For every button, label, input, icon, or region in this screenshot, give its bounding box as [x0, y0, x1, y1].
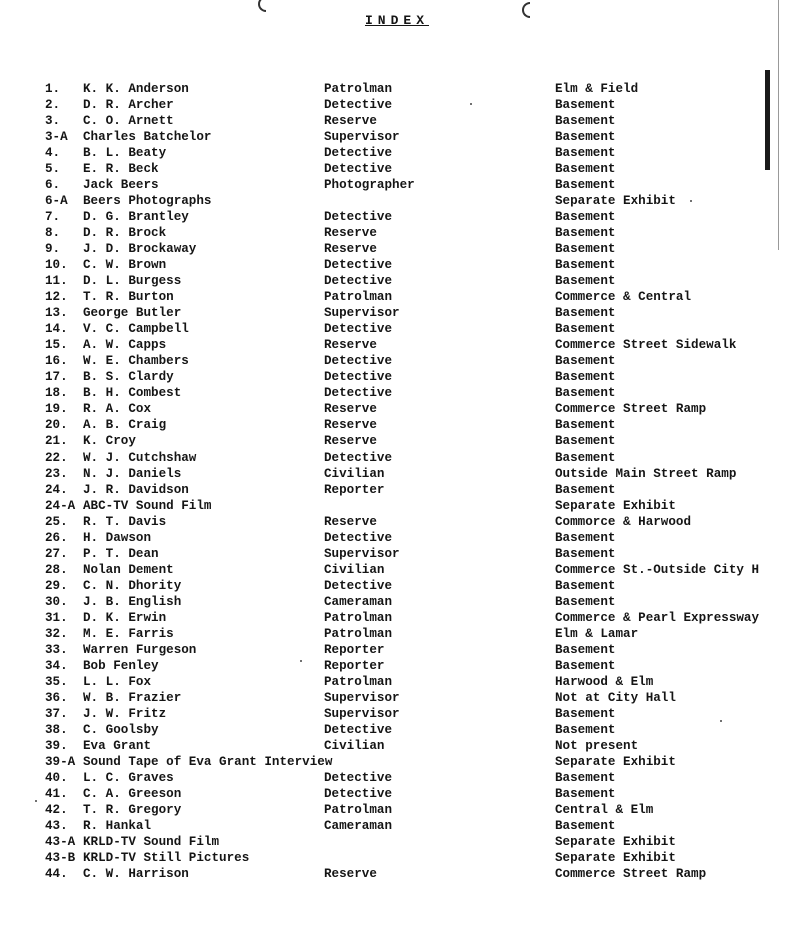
index-row: [0, 257, 794, 273]
entry-number: 10.: [45, 258, 68, 273]
entry-location: Commerce & Central: [555, 290, 692, 305]
entry-location: Basement: [555, 594, 616, 609]
entry-location: Elm & Field: [555, 82, 639, 96]
entry-role: Civilian: [324, 466, 385, 481]
entry-number: 17.: [45, 370, 68, 385]
index-row: [0, 610, 794, 626]
entry-number: 43-B: [45, 851, 76, 865]
entry-location: Basement: [555, 658, 616, 673]
entry-number: 42.: [45, 802, 68, 817]
entry-location: Basement: [555, 434, 616, 449]
index-row: [0, 514, 794, 530]
entry-location: Separate Exhibit: [555, 194, 676, 209]
index-row: [0, 433, 794, 449]
entry-location: Commerce Street Sidewalk: [555, 338, 737, 353]
entry-location: Basement: [555, 322, 616, 337]
entry-location: Basement: [555, 146, 616, 161]
entry-role: Detective: [324, 98, 393, 112]
index-row: [0, 129, 794, 145]
index-row: [0, 722, 794, 738]
entry-number: 41.: [45, 786, 68, 801]
entry-role: Detective: [324, 370, 393, 385]
speck: [470, 103, 472, 105]
entry-location: Basement: [555, 386, 616, 401]
entry-number: 24-A: [45, 498, 76, 513]
entry-name: Jack Beers: [83, 178, 159, 193]
entry-number: 39.: [45, 738, 68, 753]
entry-role: Reserve: [324, 867, 377, 881]
entry-location: Basement: [555, 482, 616, 497]
entry-location: Separate Exhibit: [555, 754, 676, 769]
entry-name: R. T. Davis: [83, 514, 167, 529]
index-row: [0, 305, 794, 321]
entry-number: 26.: [45, 530, 68, 545]
entry-number: 29.: [45, 578, 68, 593]
index-row: [0, 482, 794, 498]
index-row: [0, 385, 794, 401]
entry-location: Basement: [555, 242, 616, 257]
entry-location: Separate Exhibit: [555, 834, 676, 849]
entry-location: Basement: [555, 706, 616, 721]
entry-location: Basement: [555, 450, 616, 465]
entry-location: Basement: [555, 178, 616, 193]
index-row: [0, 498, 794, 514]
entry-name: Bob Fenley: [83, 658, 159, 673]
index-row: [0, 578, 794, 594]
entry-number: 24.: [45, 482, 68, 497]
entry-name: B. H. Combest: [83, 386, 182, 401]
entry-role: Patrolman: [324, 290, 393, 305]
index-row: [0, 337, 794, 353]
entry-number: 28.: [45, 562, 68, 577]
index-row: [0, 417, 794, 433]
entry-name: J. W. Fritz: [83, 706, 167, 721]
entry-name: A. B. Craig: [83, 418, 167, 433]
entry-location: Not at City Hall: [555, 690, 676, 705]
entry-name: V. C. Campbell: [83, 322, 189, 337]
entry-name: D. K. Erwin: [83, 610, 167, 625]
index-row: [0, 209, 794, 225]
entry-location: Commerce Street Ramp: [555, 867, 707, 881]
entry-location: Commerce St.-Outside City H: [555, 562, 760, 577]
index-row: [0, 706, 794, 722]
entry-name: C. W. Brown: [83, 258, 167, 273]
entry-name: L. L. Fox: [83, 674, 152, 689]
entry-name: Sound Tape of Eva Grant Interview: [83, 754, 333, 769]
entry-name: C. A. Greeson: [83, 786, 182, 801]
entry-name: C. O. Arnett: [83, 114, 174, 128]
entry-location: Basement: [555, 578, 616, 593]
entry-name: W. E. Chambers: [83, 354, 189, 369]
entry-number: 44.: [45, 867, 68, 881]
entry-location: Not present: [555, 738, 639, 753]
entry-role: Reporter: [324, 642, 385, 657]
entry-location: Basement: [555, 306, 616, 321]
speck: [300, 660, 302, 662]
entry-role: Cameraman: [324, 594, 393, 609]
entry-location: Basement: [555, 258, 616, 273]
entry-name: W. J. Cutchshaw: [83, 450, 197, 465]
entry-name: KRLD-TV Still Pictures: [83, 851, 250, 865]
entry-number: 5.: [45, 162, 61, 177]
entry-location: Separate Exhibit: [555, 498, 676, 513]
index-row: [0, 321, 794, 337]
entry-location: Basement: [555, 210, 616, 225]
entry-location: Basement: [555, 770, 616, 785]
speck: [35, 800, 37, 802]
entry-name: T. R. Burton: [83, 290, 174, 305]
entry-name: H. Dawson: [83, 530, 152, 545]
index-row: [0, 161, 794, 177]
entry-number: 40.: [45, 770, 68, 785]
page-title: INDEX: [364, 13, 429, 28]
index-row: [0, 658, 794, 674]
entry-role: Photographer: [324, 178, 415, 193]
entry-role: Cameraman: [324, 818, 393, 833]
index-row: [0, 225, 794, 241]
entry-role: Detective: [324, 146, 393, 161]
entry-number: 43.: [45, 818, 68, 833]
entry-number: 39-A: [45, 754, 76, 769]
binder-hole-mark-left: [258, 0, 266, 12]
entry-role: Supervisor: [324, 690, 400, 705]
entry-role: Supervisor: [324, 306, 400, 321]
index-row: [0, 450, 794, 466]
entry-location: Basement: [555, 546, 616, 561]
entry-number: 6.: [45, 178, 61, 193]
entry-number: 32.: [45, 626, 68, 641]
entry-number: 25.: [45, 514, 68, 529]
entry-number: 22.: [45, 450, 68, 465]
entry-number: 9.: [45, 242, 61, 257]
entry-location: Basement: [555, 418, 616, 433]
entry-number: 7.: [45, 210, 61, 225]
entry-role: Reserve: [324, 514, 377, 529]
entry-location: Outside Main Street Ramp: [555, 466, 737, 481]
index-row: [0, 834, 794, 850]
entry-role: Reserve: [324, 242, 377, 257]
entry-number: 19.: [45, 402, 68, 417]
entry-number: 12.: [45, 290, 68, 305]
entry-role: Supervisor: [324, 130, 400, 145]
index-row: [0, 770, 794, 786]
entry-role: Detective: [324, 258, 393, 273]
entry-location: Basement: [555, 818, 616, 833]
entry-role: Detective: [324, 530, 393, 545]
entry-number: 3-A: [45, 130, 68, 145]
index-row: [0, 674, 794, 690]
entry-role: Reserve: [324, 402, 377, 417]
index-row: [0, 818, 794, 834]
entry-role: Detective: [324, 770, 393, 785]
entry-name: B. L. Beaty: [83, 146, 167, 161]
entry-number: 15.: [45, 338, 68, 353]
entry-role: Patrolman: [324, 82, 393, 96]
index-row: [0, 738, 794, 754]
entry-role: Detective: [324, 578, 393, 593]
entry-location: Separate Exhibit: [555, 851, 676, 865]
entry-name: T. R. Gregory: [83, 802, 182, 817]
index-row: [0, 642, 794, 658]
entry-name: M. E. Farris: [83, 626, 174, 641]
entry-role: Detective: [324, 322, 393, 337]
entry-number: 30.: [45, 594, 68, 609]
entry-role: Reserve: [324, 114, 377, 128]
entry-name: N. J. Daniels: [83, 466, 182, 481]
entry-location: Basement: [555, 226, 616, 241]
entry-number: 43-A: [45, 834, 76, 849]
entry-name: A. W. Capps: [83, 338, 167, 353]
entry-number: 20.: [45, 418, 68, 433]
entry-number: 21.: [45, 434, 68, 449]
index-row: [0, 81, 794, 97]
entry-name: Beers Photographs: [83, 194, 212, 209]
entry-location: Basement: [555, 274, 616, 289]
index-row: [0, 754, 794, 770]
entry-name: J. R. Davidson: [83, 482, 189, 497]
index-row: [0, 546, 794, 562]
entry-role: Detective: [324, 274, 393, 289]
entry-name: George Butler: [83, 306, 182, 321]
entry-name: Nolan Dement: [83, 562, 174, 577]
entry-location: Commerce Street Ramp: [555, 402, 707, 417]
entry-name: D. G. Brantley: [83, 210, 189, 225]
entry-number: 13.: [45, 306, 68, 321]
entry-location: Basement: [555, 642, 616, 657]
index-row: [0, 273, 794, 289]
entry-name: R. Hankal: [83, 818, 152, 833]
entry-name: C. W. Harrison: [83, 867, 189, 881]
index-row: [0, 466, 794, 482]
entry-number: 33.: [45, 642, 68, 657]
entry-location: Commorce & Harwood: [555, 514, 692, 529]
entry-name: K. Croy: [83, 434, 136, 449]
entry-name: L. C. Graves: [83, 770, 174, 785]
entry-name: P. T. Dean: [83, 546, 159, 561]
entry-role: Detective: [324, 210, 393, 225]
entry-name: Eva Grant: [83, 738, 152, 753]
index-row: [0, 177, 794, 193]
entry-location: Basement: [555, 786, 616, 801]
entry-name: C. N. Dhority: [83, 578, 182, 593]
index-row: [0, 594, 794, 610]
entry-role: Supervisor: [324, 706, 400, 721]
entry-location: Basement: [555, 370, 616, 385]
entry-number: 31.: [45, 610, 68, 625]
entry-number: 37.: [45, 706, 68, 721]
entry-name: D. R. Brock: [83, 226, 167, 241]
entry-name: C. Goolsby: [83, 722, 159, 737]
entry-name: D. L. Burgess: [83, 274, 182, 289]
entry-number: 35.: [45, 674, 68, 689]
entry-number: 1.: [45, 82, 61, 96]
entry-location: Commerce & Pearl Expressway: [555, 610, 760, 625]
entry-name: E. R. Beck: [83, 162, 159, 177]
speck: [690, 200, 692, 202]
index-row: [0, 530, 794, 546]
edge-line-mark: [778, 0, 779, 250]
index-row: [0, 369, 794, 385]
entry-role: Detective: [324, 354, 393, 369]
entry-location: Elm & Lamar: [555, 626, 639, 641]
index-row: [0, 97, 794, 113]
entry-number: 2.: [45, 98, 61, 112]
entry-number: 27.: [45, 546, 68, 561]
entry-location: Basement: [555, 354, 616, 369]
entry-name: K. K. Anderson: [83, 82, 189, 96]
entry-name: Warren Furgeson: [83, 642, 197, 657]
entry-role: Reserve: [324, 434, 377, 449]
entry-number: 34.: [45, 658, 68, 673]
entry-name: R. A. Cox: [83, 402, 152, 417]
entry-role: Supervisor: [324, 546, 400, 561]
entry-number: 38.: [45, 722, 68, 737]
index-row: [0, 850, 794, 866]
entry-location: Harwood & Elm: [555, 674, 654, 689]
entry-number: 4.: [45, 146, 61, 161]
index-row: [0, 802, 794, 818]
entry-name: KRLD-TV Sound Film: [83, 834, 220, 849]
entry-role: Detective: [324, 162, 393, 177]
entry-number: 11.: [45, 274, 68, 289]
entry-location: Basement: [555, 130, 616, 145]
entry-name: J. B. English: [83, 594, 182, 609]
entry-name: D. R. Archer: [83, 98, 174, 112]
entry-name: J. D. Brockaway: [83, 242, 197, 257]
entry-role: Civilian: [324, 738, 385, 753]
entry-name: Charles Batchelor: [83, 130, 212, 145]
index-row: [0, 289, 794, 305]
entry-role: Detective: [324, 722, 393, 737]
entry-location: Basement: [555, 722, 616, 737]
index-row: [0, 401, 794, 417]
entry-name: ABC-TV Sound Film: [83, 498, 212, 513]
entry-number: 8.: [45, 226, 61, 241]
entry-name: W. B. Frazier: [83, 690, 182, 705]
margin-bar-mark: [765, 70, 770, 170]
entry-role: Detective: [324, 386, 393, 401]
index-row: [0, 866, 794, 882]
entry-role: Reserve: [324, 338, 377, 353]
entry-location: Basement: [555, 114, 616, 128]
index-row: [0, 193, 794, 209]
entry-role: Patrolman: [324, 802, 393, 817]
entry-number: 18.: [45, 386, 68, 401]
entry-role: Patrolman: [324, 626, 393, 641]
entry-number: 23.: [45, 466, 68, 481]
entry-role: Patrolman: [324, 610, 393, 625]
entry-role: Reserve: [324, 226, 377, 241]
index-row: [0, 626, 794, 642]
entry-number: 16.: [45, 354, 68, 369]
entry-location: Central & Elm: [555, 802, 654, 817]
entry-number: 36.: [45, 690, 68, 705]
entry-role: Reserve: [324, 418, 377, 433]
entry-location: Basement: [555, 530, 616, 545]
entry-location: Basement: [555, 98, 616, 112]
entry-name: B. S. Clardy: [83, 370, 174, 385]
speck: [720, 720, 722, 722]
index-row: [0, 690, 794, 706]
entry-role: Reporter: [324, 482, 385, 497]
index-row: [0, 145, 794, 161]
index-row: [0, 562, 794, 578]
index-row: [0, 786, 794, 802]
entry-role: Detective: [324, 786, 393, 801]
index-row: [0, 241, 794, 257]
index-row: [0, 113, 794, 129]
entry-location: Basement: [555, 162, 616, 177]
index-row: [0, 353, 794, 369]
entry-role: Civilian: [324, 562, 385, 577]
entry-role: Patrolman: [324, 674, 393, 689]
entry-role: Reporter: [324, 658, 385, 673]
entry-role: Detective: [324, 450, 393, 465]
entry-number: 14.: [45, 322, 68, 337]
entry-number: 6-A: [45, 194, 68, 209]
entry-number: 3.: [45, 114, 61, 128]
